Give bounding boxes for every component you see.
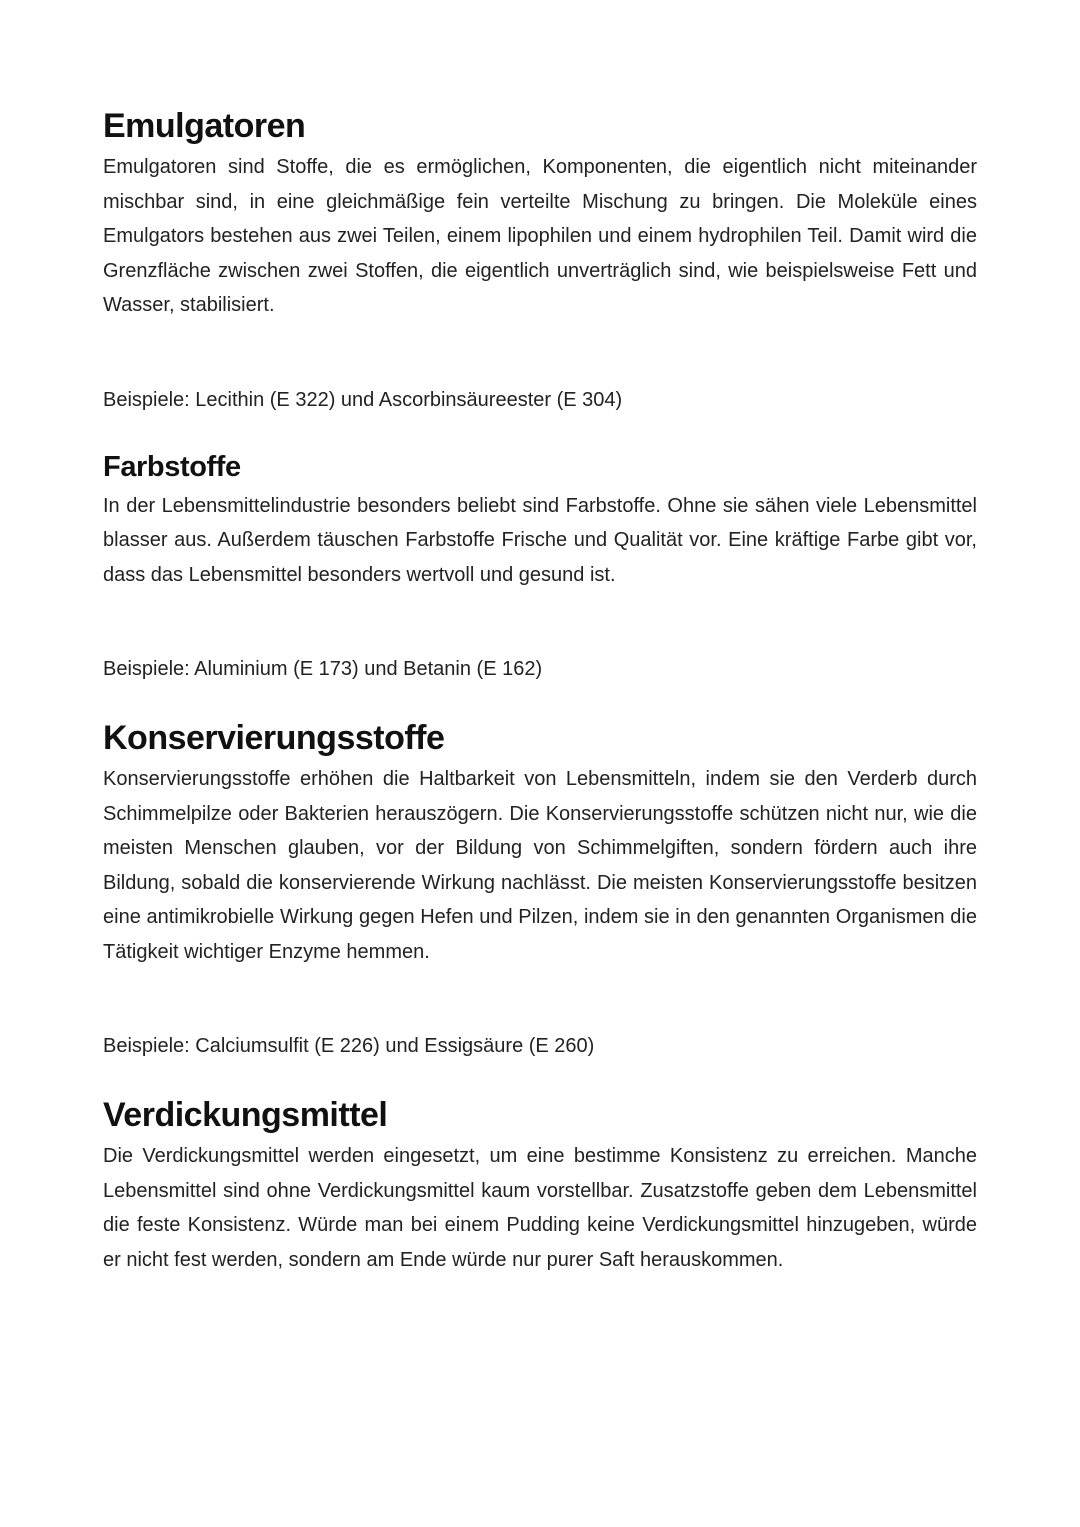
section-examples: Beispiele: Lecithin (E 322) und Ascorbinsäureester (E 304) [103,388,623,411]
section-title: Konservierungsstoffe [103,719,445,757]
section-examples: Beispiele: Aluminium (E 173) und Betanin (E 162) [103,658,543,680]
section-body: Die Verdickungsmittel werden eingesetzt, um eine bestimme Konsistenz zu erreichen. Manche Lebensmittel sind ohne Verdickungsmittel kaum vorstellbar. Zusatzstoffe geben dem Lebensmittel die feste Konsistenz. Würde man bei einem Pudding keine Verdickungsmittel hinzugeben, würde er nicht fest werden, sondern am Ende würde nur purer Saft herauskommen. [103,1145,977,1271]
section-konservierungsstoffe [103,714,977,1063]
section-title: Farbstoffe [103,450,241,483]
section-body: Konservierungsstoffe erhöhen die Haltbarkeit von Lebensmitteln, indem sie den Verderb durch Schimmelpilze oder Bakterien herauszögern. Die Konservierungsstoffe schützen nicht nur, wie die meisten Menschen glauben, vor der Bildung von Schimmelgiften, sondern fördern auch ihre Bildung, sobald die konservierende Wirkung nachlässt. Die meisten Konservierungsstoffe besitzen eine antimikrobielle Wirkung gegen Hefen und Pilzen, indem sie in den genannten Organismen die Tätigkeit wichtiger Enzyme hemmen. [103,768,977,963]
section-emulgatoren [103,102,977,417]
section-body: Emulgatoren sind Stoffe, die es ermöglichen, Komponenten, die eigentlich nicht miteinander mischbar sind, in eine gleichmäßige fein verteilte Mischung zu bringen. Die Moleküle eines Emulgators bestehen aus zwei Teilen, einem lipophilen und einem hydrophilen Teil. Damit wird die Grenzfläche zwischen zwei Stoffen, die eigentlich unverträglich sind, wie beispielsweise Fett und Wasser, stabilisiert. [103,156,977,316]
section-verdickungsmittel [103,1091,977,1277]
document-page [103,102,977,1277]
section-title: Emulgatoren [103,107,306,145]
section-title: Verdickungsmittel [103,1096,388,1134]
section-farbstoffe [103,445,977,687]
section-examples: Beispiele: Calciumsulfit (E 226) und Essigsäure (E 260) [103,1035,595,1057]
section-body: In der Lebensmittelindustrie besonders beliebt sind Farbstoffe. Ohne sie sähen viele Lebensmittel blasser aus. Außerdem täuschen Farbstoffe Frische und Qualität vor. Eine kräftige Farbe gibt vor, dass das Lebensmittel besonders wertvoll und gesund ist. [103,494,977,586]
